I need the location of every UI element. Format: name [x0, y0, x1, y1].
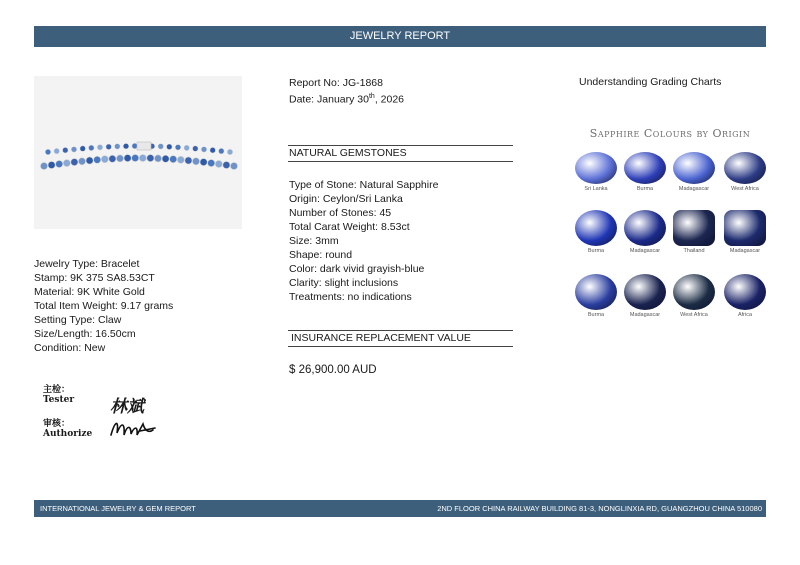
bracelet-stone [116, 155, 123, 162]
bracelet-stone [45, 149, 51, 155]
bracelet-stone [132, 143, 138, 149]
stone-size: Size: 3mm [289, 235, 339, 247]
sapphire-chart-title: Sapphire Colours by Origin [589, 127, 751, 140]
report-date: Date: January 30th, 2026 [289, 93, 405, 106]
bracelet-stone [154, 155, 161, 162]
gemstone-details [289, 178, 438, 304]
authorize-label [43, 419, 92, 439]
bracelet-stone [158, 144, 164, 150]
jewelry-stamp: Stamp: 9K 375 SA8.53CT [34, 272, 155, 284]
insurance-value: $ 26,900.00 AUD [289, 364, 377, 376]
bracelet-stone [170, 156, 177, 163]
header-title: JEWELRY REPORT [349, 30, 451, 42]
bracelet-stone [101, 156, 108, 163]
bracelet-stone [147, 155, 154, 162]
bracelet-stone [86, 157, 93, 164]
report-header [34, 26, 766, 47]
authorize-signature [107, 415, 159, 441]
gemstones-section-title: NATURAL GEMSTONES [288, 145, 513, 162]
sapphire-swatch [575, 152, 617, 184]
insurance-section-title: INSURANCE REPLACEMENT VALUE [288, 330, 513, 347]
grading-charts-title: Understanding Grading Charts [579, 76, 722, 88]
bracelet-stone [177, 156, 184, 163]
sapphire-origin-label: Africa [737, 312, 753, 318]
stone-type: Type of Stone: Natural Sapphire [289, 179, 439, 191]
bracelet-stone [63, 160, 70, 167]
bracelet-image [34, 76, 242, 229]
sapphire-swatch [673, 274, 715, 310]
sapphire-origin-label: Thailand [683, 248, 705, 254]
sapphire-swatch [673, 152, 715, 184]
bracelet-stone [89, 145, 95, 151]
bracelet-stone [109, 155, 116, 162]
sapphire-origin-label: West Africa [680, 312, 708, 318]
bracelet-stone [215, 160, 222, 167]
footer-organization: INTERNATIONAL JEWELRY & GEM REPORT [40, 504, 196, 513]
bracelet-stone [192, 158, 199, 165]
stone-origin: Origin: Ceylon/Sri Lanka [289, 193, 403, 205]
sapphire-swatch [724, 210, 766, 246]
bracelet-stone [162, 155, 169, 162]
stone-shape: Shape: round [289, 249, 353, 261]
jewelry-weight: Total Item Weight: 9.17 grams [34, 300, 174, 312]
sapphire-origin-label: Madagascar [629, 312, 661, 318]
bracelet-stone [208, 160, 215, 167]
bracelet-stone [201, 147, 207, 153]
bracelet-stone [115, 144, 121, 150]
stone-clarity: Clarity: slight inclusions [289, 277, 399, 289]
sapphire-swatch [624, 152, 666, 184]
sapphire-origin-label: Madagascar [678, 186, 710, 192]
bracelet-stone [124, 155, 131, 162]
bracelet-stone [63, 147, 69, 153]
report-number: Report No: JG-1868 [289, 77, 383, 89]
sapphire-swatch [624, 210, 666, 246]
bracelet-stone [71, 159, 78, 166]
bracelet-stone [227, 149, 233, 155]
sapphire-origin-label: Madagascar [729, 248, 761, 254]
sapphire-origin-label: Madagascar [629, 248, 661, 254]
footer-address: 2ND FLOOR CHINA RAILWAY BUILDING 81-3, NONGLINXIA RD, GUANGZHOU CHINA 510080 [437, 504, 762, 513]
sapphire-swatch [575, 274, 617, 310]
jewelry-size: Size/Length: 16.50cm [34, 328, 136, 340]
tester-label-cn: 主检： [43, 385, 71, 395]
sapphire-swatch [575, 210, 617, 246]
tester-label [43, 385, 74, 405]
jewelry-condition: Condition: New [34, 342, 106, 354]
stone-treatments: Treatments: no indications [289, 291, 412, 303]
jewelry-type: Jewelry Type: Bracelet [34, 258, 140, 270]
jewelry-details [34, 257, 173, 355]
bracelet-stone [56, 160, 63, 167]
bracelet-stone [123, 143, 129, 149]
tester-label-en: Tester [43, 395, 75, 405]
bracelet-stone [210, 147, 216, 153]
sapphire-swatch [624, 274, 666, 310]
bracelet-stone [78, 158, 85, 165]
jewelry-material: Material: 9K White Gold [34, 286, 145, 298]
bracelet-stone [71, 147, 77, 153]
sapphire-origin-label: Burma [636, 186, 654, 192]
bracelet-stone [48, 161, 55, 168]
bracelet-stone [167, 144, 173, 150]
sapphire-swatch [724, 152, 766, 184]
sapphire-swatch [724, 274, 766, 310]
sapphire-origin-label: West Africa [731, 186, 759, 192]
bracelet-stone [106, 144, 112, 150]
bracelet-stone [132, 154, 139, 161]
bracelet-stone [200, 159, 207, 166]
bracelet-stone [80, 146, 86, 152]
bracelet-stone [97, 145, 103, 151]
bracelet-stone [219, 148, 225, 154]
bracelet-stone [193, 146, 199, 152]
report-footer [34, 500, 766, 517]
sapphire-origin-label: Sri Lanka [584, 186, 608, 192]
tester-signature: 林斌 [110, 397, 144, 417]
stone-count: Number of Stones: 45 [289, 207, 392, 219]
bracelet-photo [34, 76, 242, 229]
bracelet-stone [54, 148, 60, 154]
report-info [289, 76, 404, 107]
authorize-label-en: Authorize [43, 429, 93, 439]
bracelet-stone [230, 162, 237, 169]
jewelry-setting: Setting Type: Claw [34, 314, 122, 326]
bracelet-stone [185, 157, 192, 164]
bracelet-stone [223, 161, 230, 168]
bracelet-stone [40, 162, 47, 169]
bracelet-stone [94, 156, 101, 163]
bracelet-stone [184, 145, 190, 151]
sapphire-origin-label: Burma [587, 312, 605, 318]
bracelet-stone [139, 154, 146, 161]
sapphire-origin-label: Burma [587, 248, 605, 254]
authorize-label-cn: 审核： [43, 419, 71, 429]
sapphire-swatch [673, 210, 715, 246]
stone-carat: Total Carat Weight: 8.53ct [289, 221, 410, 233]
bracelet-stone [175, 145, 181, 151]
stone-color: Color: dark vivid grayish-blue [289, 263, 425, 275]
